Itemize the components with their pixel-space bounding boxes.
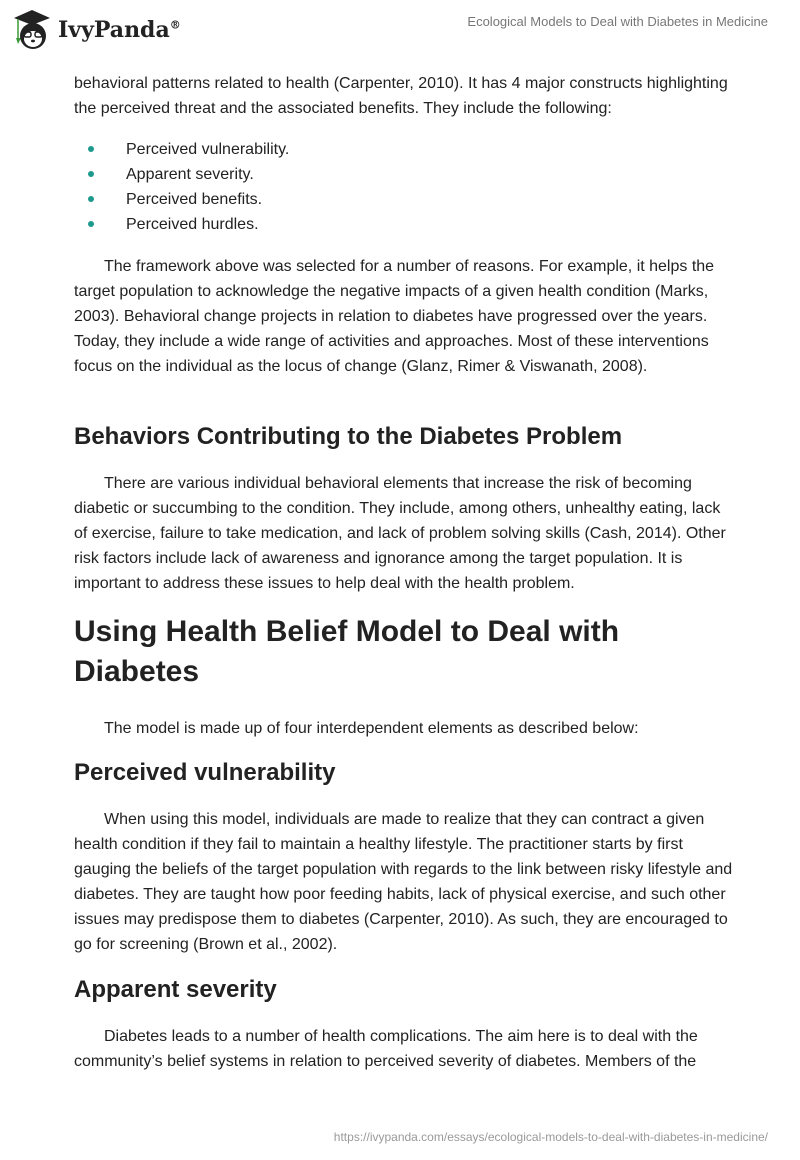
footer-url[interactable]: https://ivypanda.com/essays/ecological-models-to-deal-with-diabetes-in-medicine/ [333, 1130, 768, 1144]
list-item [74, 137, 734, 162]
paragraph: When using this model, individuals are made to realize that they can contract a given health condition if they fail to maintain a healthy lifestyle. The practitioner starts by first gauging the beliefs of the target population with regards to the link between risky lifestyle and diabetes. They are taught how poor feeding habits, lack of physical exercise, and such other issues may predispose them to diabetes (Carpenter, 2010). As such, they are encouraged to go for screening (Brown et al., 2002). [74, 811, 733, 953]
list-item-text: Perceived vulnerability. [126, 141, 290, 158]
panda-logo-icon [12, 8, 52, 52]
ivypanda-logo[interactable] [12, 8, 181, 52]
logo-name: IvyPanda [58, 17, 170, 43]
paragraph: The model is made up of four interdependent elements as described below: [104, 720, 639, 737]
paragraph: The framework above was selected for a number of reasons. For example, it helps the target population to acknowledge the negative impacts of a given health condition (Marks, 2003). Behavioral change projects in relation to diabetes have progressed over the years. Today, they include a wide range of activities and approaches. Most of these interventions focus on the individual as the locus of change (Glanz, Rimer & Viswanath, 2008). [74, 258, 715, 375]
list-item-text: Apparent severity. [126, 166, 254, 183]
paragraph: There are various individual behavioral elements that increase the risk of becoming diabetic or succumbing to the condition. They include, among others, unhealthy eating, lack of exercise, failure to take medication, and lack of problem solving skills (Cash, 2014). Other risk factors include lack of awareness and ignorance among the target population. It is important to address these issues to help deal with the health problem. [74, 475, 726, 592]
subsection-heading: Perceived vulnerability [74, 759, 336, 786]
bullet-icon [88, 171, 94, 177]
subsection-heading: Apparent severity [74, 976, 277, 1003]
registered-mark: ® [169, 18, 181, 32]
paragraph: Diabetes leads to a number of health complications. The aim here is to deal with the community’s belief systems in relation to perceived severity of diabetes. Members of the [74, 1028, 698, 1070]
section-heading: Behaviors Contributing to the Diabetes Problem [74, 423, 623, 450]
bullet-icon [88, 221, 94, 227]
logo-text [58, 17, 181, 43]
list-item [74, 162, 734, 187]
document-title: Ecological Models to Deal with Diabetes in Medicine [467, 14, 768, 29]
list-item [74, 187, 734, 212]
list-item-text: Perceived hurdles. [126, 216, 259, 233]
list-item-text: Perceived benefits. [126, 191, 263, 208]
bullet-icon [88, 146, 94, 152]
constructs-list [74, 137, 734, 237]
bullet-icon [88, 196, 94, 202]
list-item [74, 212, 734, 237]
intro-paragraph: behavioral patterns related to health (Carpenter, 2010). It has 4 major constructs highlighting the perceived threat and the associated benefits. They include the following: [74, 75, 728, 117]
section-heading-large: Using Health Belief Model to Deal with Diabetes [74, 615, 620, 688]
